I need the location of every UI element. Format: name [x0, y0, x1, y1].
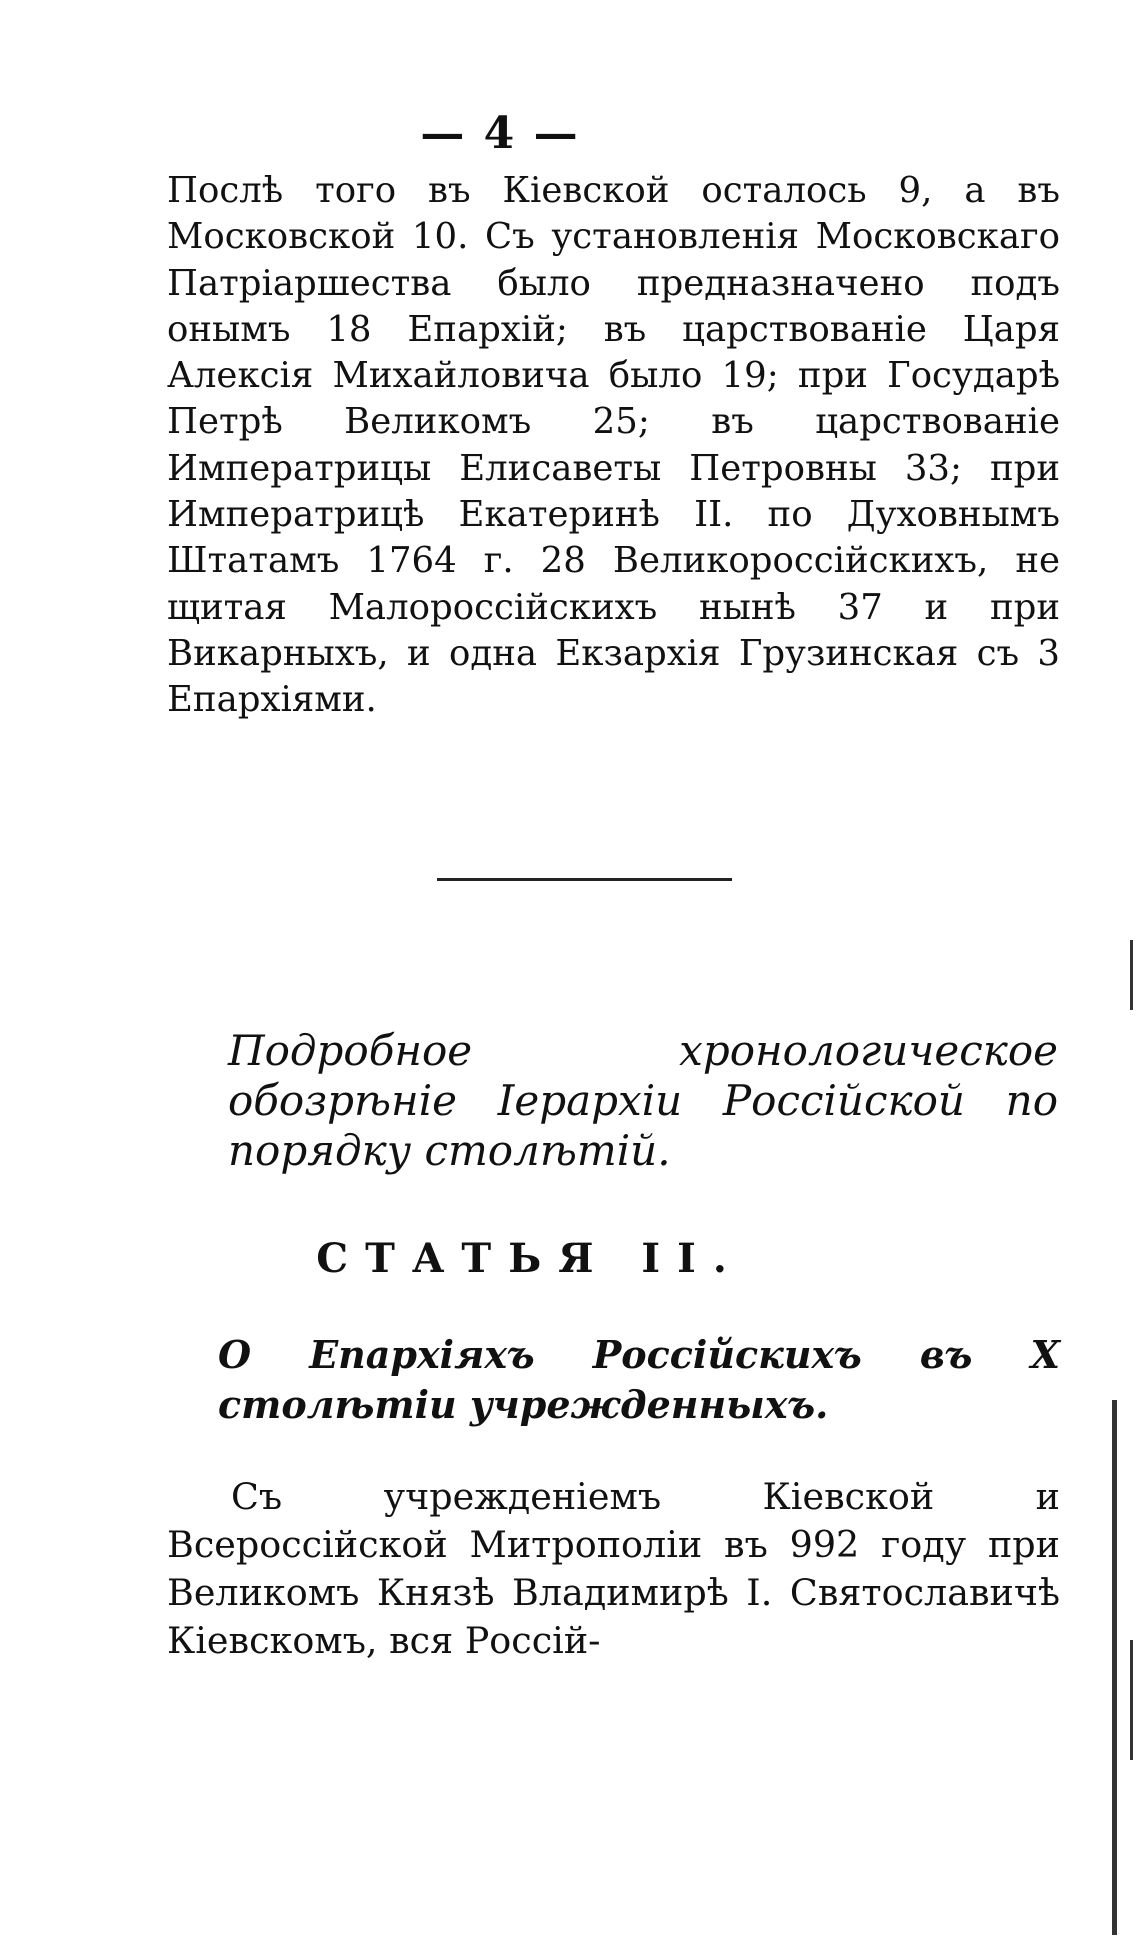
article-heading: СТАТЬЯ II. [316, 1235, 744, 1282]
binding-edge-mark-top [1130, 940, 1133, 1010]
section-divider-line [437, 878, 732, 881]
page-number: — 4 — [420, 108, 580, 159]
section-title: Подробное хронологическое обозрѣніе Іерархіи Россійской по порядку столѣтій. [228, 1026, 1058, 1175]
body-paragraph-1: Послѣ того въ Кіевской осталось 9, а въ Московской 10. Съ установленія Московскаго Патріаршества было предназначено подъ онымъ 18 Епархій; въ царствованіе Царя Алексія Михайловича было 19; при Государѣ Петрѣ Великомъ 25; въ царствованіе Императрицы Елисаветы Петровны 33; при Императрицѣ Екатеринѣ II. по Духовнымъ Штатамъ 1764 г. 28 Великороссійскихъ, не щитая Малороссійскихъ нынѣ 37 и при Викарныхъ, и одна Екзархія Грузинская съ 3 Епархіями. [167, 170, 1060, 721]
binding-edge-mark-mid [1130, 1640, 1133, 1760]
body-paragraph-2: Съ учрежденіемъ Кіевской и Всероссійской Митрополіи въ 992 году при Великомъ Князѣ Владимирѣ I. Святославичѣ Кіевскомъ, вся Россій- [167, 1475, 1060, 1662]
binding-edge-mark-bottom [1112, 1400, 1117, 1935]
article-subtitle: О Епархіяхъ Россійскихъ въ X столѣтіи учрежденныхъ. [218, 1332, 1060, 1427]
